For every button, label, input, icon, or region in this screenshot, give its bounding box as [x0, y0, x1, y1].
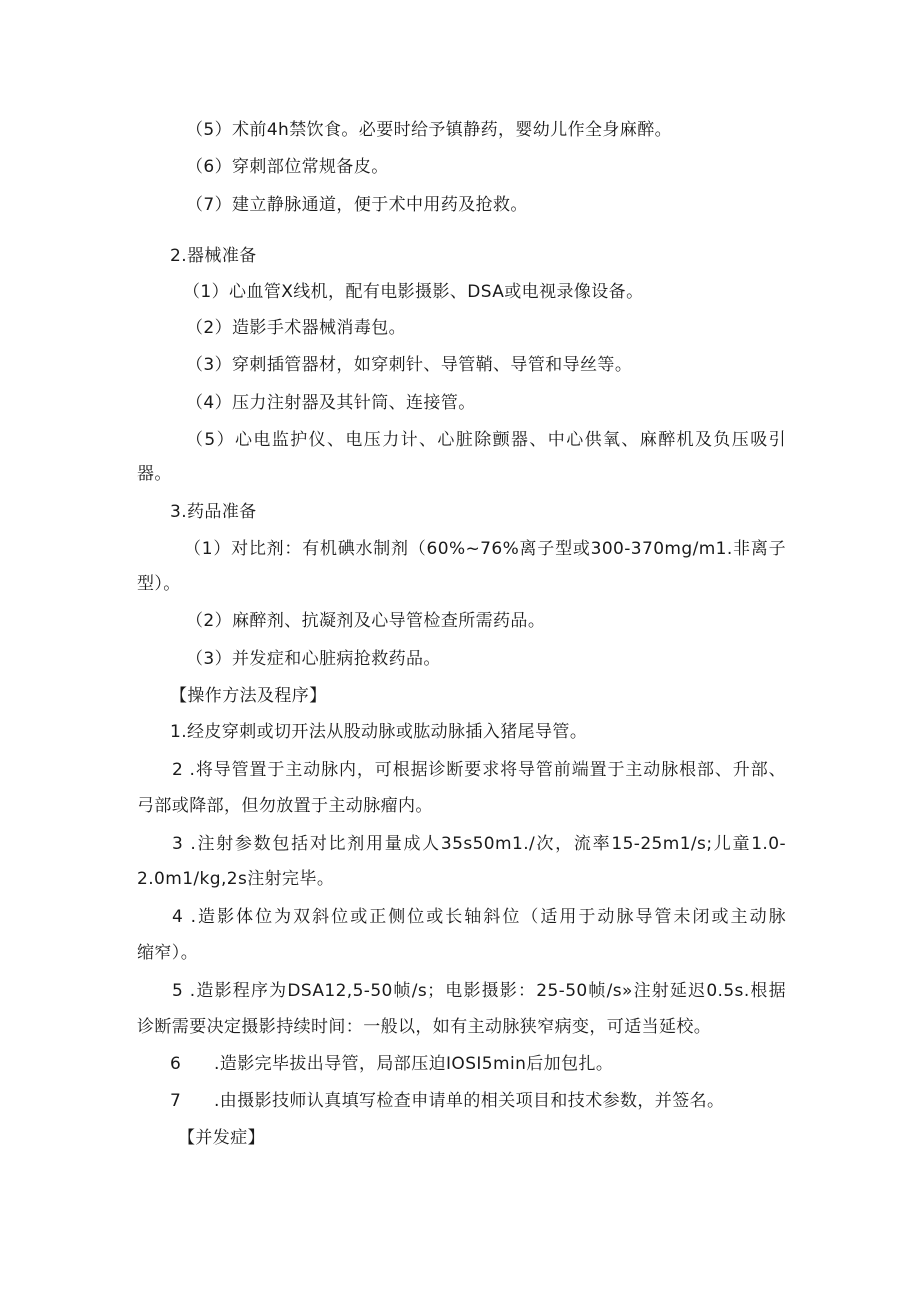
procedure-step-3-line1: 3 .注射参数包括对比剂用量成人35s50m1./次，流率15-25m1/s;儿童1.0-	[172, 834, 786, 854]
procedure-step-4-line1: 4 .造影体位为双斜位或正侧位或长轴斜位（适用于动脉导管未闭或主动脉	[172, 907, 786, 927]
drugs-item-1-line2: 型）。	[137, 574, 181, 594]
procedure-step-3-line2: 2.0m1/kg,2s注射完毕。	[137, 869, 335, 889]
procedure-step-4-line2: 缩窄）。	[137, 943, 199, 963]
procedure-step-2-line1: 2 .将导管置于主动脉内，可根据诊断要求将导管前端置于主动脉根部、升部、	[172, 760, 786, 780]
drugs-item-1-line1: （1）对比剂：有机碘水制剂（60%~76%离子型或300-370mg/m1.非离子	[184, 539, 786, 559]
prep-item-5: （5）术前4h禁饮食。必要时给予镇静药，婴幼儿作全身麻醉。	[186, 120, 673, 140]
equipment-item-3: （3）穿刺插管器材，如穿刺针、导管鞘、导管和导丝等。	[186, 355, 633, 375]
procedure-step-7-text: .由摄影技师认真填写检查申请单的相关项目和技术参数，并签名。	[214, 1091, 725, 1111]
equipment-item-2: （2）造影手术器械消毒包。	[186, 318, 407, 338]
equipment-item-4: （4）压力注射器及其针筒、连接管。	[186, 393, 476, 413]
drugs-heading: 3.药品准备	[170, 502, 257, 522]
equipment-item-1: （1）心血管X线机，配有电影摄影、DSA或电视录像设备。	[183, 282, 644, 302]
procedure-step-5-line1: 5 .造影程序为DSA12,5-50帧/s；电影摄影：25-50帧/s»注射延迟0.5s.根据	[172, 981, 786, 1001]
prep-item-7: （7）建立静脉通道，便于术中用药及抢救。	[186, 195, 528, 215]
drugs-item-3: （3）并发症和心脏病抢救药品。	[186, 649, 441, 669]
equipment-item-5-line1: （5）心电监护仪、电压力计、心脏除颤器、中心供氧、麻醉机及负压吸引	[186, 430, 786, 450]
equipment-item-5-line2: 器。	[137, 464, 172, 484]
procedure-step-7-number: 7	[170, 1091, 182, 1111]
procedure-step-1: 1.经皮穿刺或切开法从股动脉或肱动脉插入猪尾导管。	[170, 722, 588, 742]
procedure-step-6-number: 6	[170, 1054, 182, 1074]
complications-heading: 【并发症】	[178, 1128, 265, 1148]
procedure-step-5-line2: 诊断需要决定摄影持续时间：一般以，如有主动脉狭窄病变，可适当延校。	[137, 1017, 712, 1037]
prep-item-6: （6）穿刺部位常规备皮。	[186, 157, 389, 177]
procedure-step-6-text: .造影完毕拔出导管，局部压迫IOSI5min后加包扎。	[214, 1054, 614, 1074]
procedure-step-2-line2: 弓部或降部，但勿放置于主动脉瘤内。	[137, 796, 433, 816]
drugs-item-2: （2）麻醉剂、抗凝剂及心导管检查所需药品。	[186, 611, 546, 631]
procedure-heading: 【操作方法及程序】	[170, 686, 327, 706]
equipment-heading: 2.器械准备	[170, 246, 257, 266]
